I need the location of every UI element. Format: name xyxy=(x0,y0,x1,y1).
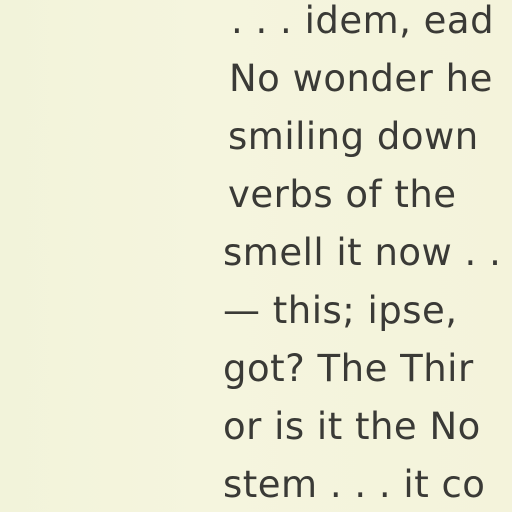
text-line-2: No wonder he xyxy=(229,57,493,100)
text-line-6: — this; ipse, xyxy=(223,289,458,332)
text-line-7: got? The Thir xyxy=(223,347,474,390)
text-line-4: verbs of the xyxy=(228,173,457,216)
text-block xyxy=(223,0,512,512)
text-line-8: or is it the No xyxy=(223,405,481,448)
text-line-3: smiling down xyxy=(228,115,479,158)
text-line-9: stem . . . it co xyxy=(223,463,486,506)
text-line-5: smell it now . . xyxy=(223,231,502,274)
text-line-1: . . . idem, ead xyxy=(231,0,495,42)
